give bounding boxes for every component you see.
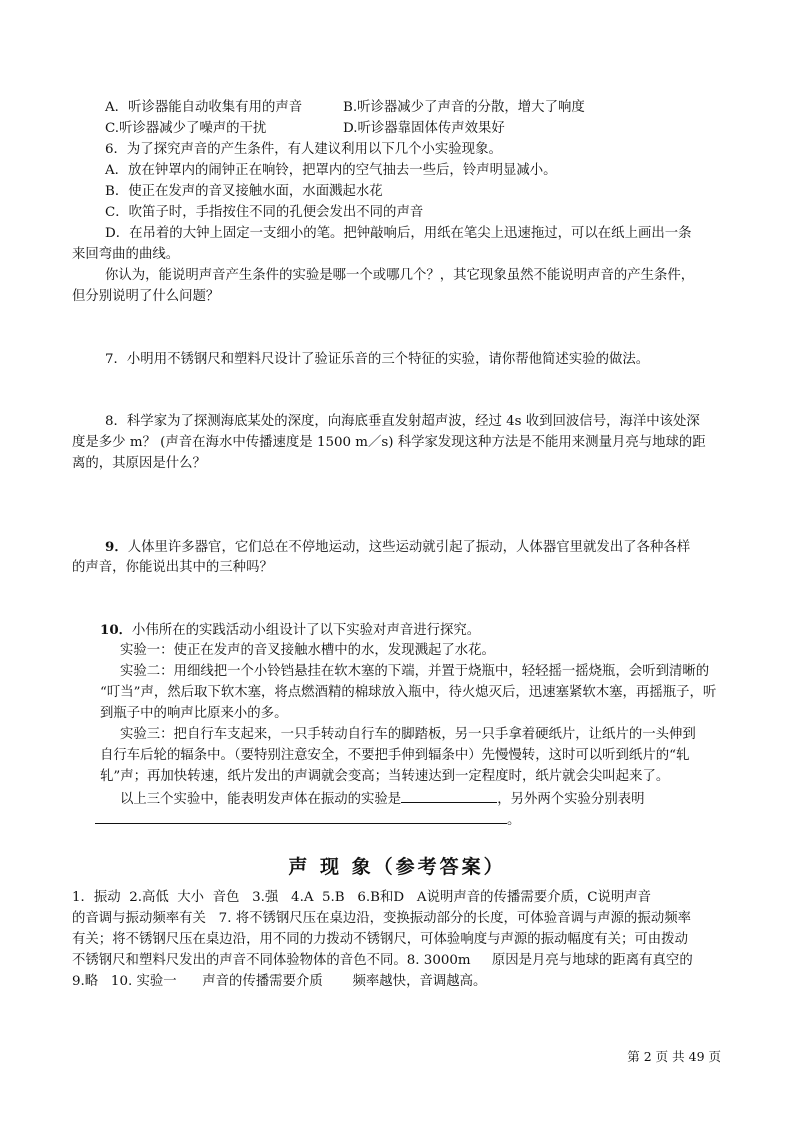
q10-experiment3-line1: 实验三：把自行车支起来，一只手转动自行车的脚踏板，另一只手拿着硬纸片，让纸片的一头伸到 [120, 727, 696, 742]
q10-stem [100, 620, 480, 641]
q10-experiment2-line3: 到瓶子中的响声比原来小的多。 [100, 706, 288, 721]
q8-line3: 离的，其原因是什么？ [72, 456, 206, 471]
q5-option-a: A．听诊器能自动收集有用的声音 [105, 100, 303, 115]
q10-number: 10． [100, 622, 133, 638]
answers-line5: 9.略 10. 实验一 声音的传播需要介质 频率越快，音调越高。 [72, 974, 487, 989]
q7-text: 7．小明用不锈钢尺和塑料尺设计了验证乐音的三个特征的实验，请你帮他简述实验的做法。 [105, 352, 650, 367]
q10-experiment2-line1: 实验二：用细线把一个小铃铛悬挂在软木塞的下端，并置于烧瓶中，轻轻摇一摇烧瓶，会听到清晰的 [120, 664, 710, 679]
answers-line2: 的音调与振动频率有关 7. 将不锈钢尺压在桌边沿，变换振动部分的长度，可体验音调与声源的振动频率 [72, 911, 691, 926]
q6-question-line2: 但分别说明了什么问题？ [72, 289, 220, 304]
answer-blank-2[interactable] [95, 809, 507, 824]
q6-option-c: C．吹笛子时，手指按住不同的孔便会发出不同的声音 [105, 205, 424, 220]
q9-line1-text: 人体里许多器官，它们总在不停地运动，这些运动就引起了振动，人体器官里就发出了各种各样 [127, 540, 691, 555]
q9-line1 [105, 537, 690, 558]
q10-conclusion-blank-line [95, 809, 520, 831]
q6-option-b: B．使正在发声的音叉接触水面，水面溅起水花 [105, 184, 383, 199]
answers-line3: 有关；将不锈钢尺压在桌边沿，用不同的力拨动不锈钢尺，可体验响度与声源的振动幅度有关；可由拨动 [72, 932, 688, 947]
q10-experiment3-line3: 轧”声；再加快转速，纸片发出的声调就会变高；当转速达到一定程度时，纸片就会尖叫起来了。 [100, 769, 670, 784]
q6-question-line1: 你认为，能说明声音产生条件的实验是哪一个或哪几个？，其它现象虽然不能说明声音的产生条件， [105, 268, 695, 283]
q10-stem-text: 小伟所在的实践活动小组设计了以下实验对声音进行探究。 [132, 623, 481, 638]
q5-option-b: B.听诊器减少了声音的分散，增大了响度 [343, 100, 585, 115]
q5-option-d: D.听诊器靠固体传声效果好 [343, 121, 505, 136]
q10-experiment2-line2: “叮当”声，然后取下软木塞，将点燃酒精的棉球放入瓶中，待火熄灭后，迅速塞紧软木塞，再摇瓶子，听 [100, 685, 717, 700]
q10-experiment1: 实验一：使正在发声的音叉接触水槽中的水，发现溅起了水花。 [120, 643, 495, 658]
q9-line2: 的声音，你能说出其中的三种吗？ [72, 560, 273, 575]
q6-option-d-line1: D．在吊着的大钟上固定一支细小的笔。把钟敲响后，用纸在笔尖上迅速拖过，可以在纸上画出一条 [105, 226, 692, 241]
q10-experiment3-line2: 自行车后轮的辐条中。（要特别注意安全，不要把手伸到辐条中）先慢慢转，这时可以听到纸片的“轧 [100, 748, 690, 763]
q6-option-a: A．放在钟罩内的闹钟正在响铃，把罩内的空气抽去一些后，铃声明显减小。 [105, 163, 557, 178]
q6-stem: 6．为了探究声音的产生条件，有人建议利用以下几个小实验现象。 [105, 142, 502, 157]
q10-conclusion-text-b: ，另外两个实验分别表明 [497, 792, 645, 807]
q8-line1: 8．科学家为了探测海底某处的深度，向海底垂直发射超声波，经过 4s 收到回波信号，海洋中该处深 [105, 414, 700, 429]
q8-line2: 度是多少 m？ (声音在海水中传播速度是 1500 m／s) 科学家发现这种方法是不能用来测量月亮与地球的距 [72, 435, 706, 450]
page-number: 第 2 页 共 49 页 [627, 1049, 721, 1064]
answers-title: 声 现 象（参考答案） [288, 856, 506, 878]
q10-conclusion [120, 788, 645, 810]
q10-conclusion-text-a: 以上三个实验中，能表明发声体在振动的实验是 [120, 792, 402, 807]
answers-line1: 1．振动 2.高低 大小 音色 3.强 4.A 5.B 6.B和D A说明声音的传播需要介质，C说明声音 [72, 890, 652, 905]
q5-option-c: C.听诊器减少了噪声的干扰 [105, 121, 267, 136]
q9-number: 9． [105, 539, 128, 555]
answer-blank-1[interactable] [401, 788, 497, 803]
q10-conclusion-end: 。 [507, 813, 521, 828]
q6-option-d-line2: 来回弯曲的曲线。 [72, 247, 180, 262]
answers-line4: 不锈钢尺和塑料尺发出的声音不同体验物体的音色不同。8. 3000m 原因是月亮与地球的距离有真空的 [72, 953, 693, 968]
